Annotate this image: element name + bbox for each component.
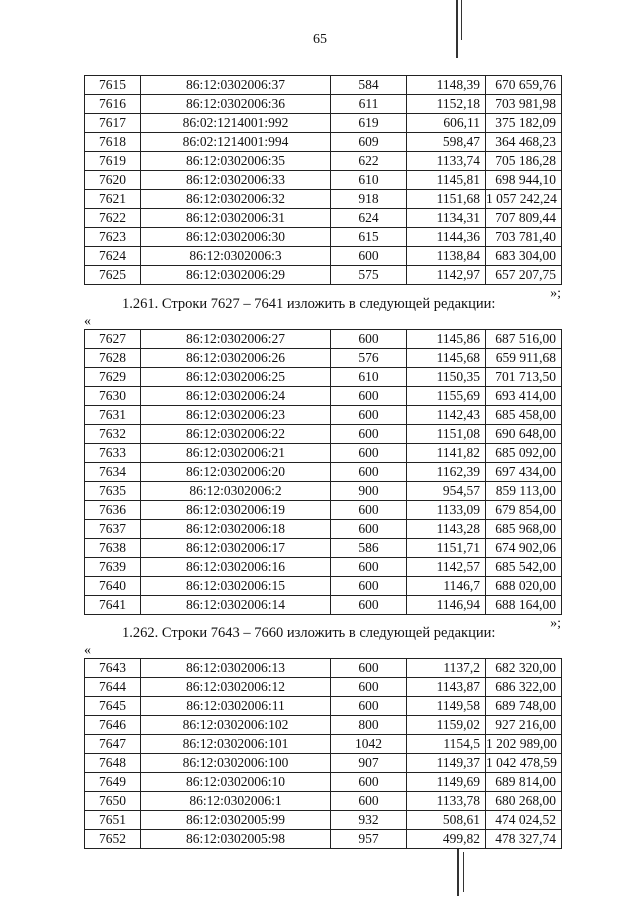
rate-cell: 499,82 [407,830,486,849]
area-cell: 600 [331,792,407,811]
cadastral-number-cell: 86:12:0302006:21 [141,444,331,463]
table-row [85,558,562,577]
table-row [85,368,562,387]
value-cell: 697 434,00 [486,463,562,482]
scan-edge-mark-top-2 [461,0,462,40]
cadastral-number-cell: 86:12:0302006:35 [141,152,331,171]
cadastral-number-cell: 86:12:0302006:30 [141,228,331,247]
table-row [85,190,562,209]
rate-cell: 1162,39 [407,463,486,482]
value-cell: 707 809,44 [486,209,562,228]
area-cell: 600 [331,444,407,463]
table-row [85,773,562,792]
value-cell: 689 748,00 [486,697,562,716]
table-row [85,463,562,482]
row-number-cell: 7636 [85,501,141,520]
area-cell: 586 [331,539,407,558]
cadastral-number-cell: 86:12:0302006:15 [141,577,331,596]
area-cell: 1042 [331,735,407,754]
cadastral-number-cell: 86:12:0302006:24 [141,387,331,406]
value-cell: 659 911,68 [486,349,562,368]
row-number-cell: 7624 [85,247,141,266]
rate-cell: 1141,82 [407,444,486,463]
value-cell: 927 216,00 [486,716,562,735]
parcel-table-3 [84,658,562,849]
area-cell: 600 [331,425,407,444]
table-row [85,830,562,849]
area-cell: 800 [331,716,407,735]
closing-quote-1: »; [550,286,561,301]
cadastral-number-cell: 86:12:0302006:37 [141,76,331,95]
row-number-cell: 7635 [85,482,141,501]
cadastral-number-cell: 86:12:0302006:22 [141,425,331,444]
table-row [85,266,562,285]
table-row [85,482,562,501]
table-row [85,811,562,830]
value-cell: 679 854,00 [486,501,562,520]
row-number-cell: 7644 [85,678,141,697]
value-cell: 674 902,06 [486,539,562,558]
value-cell: 1 057 242,24 [486,190,562,209]
area-cell: 600 [331,520,407,539]
value-cell: 685 092,00 [486,444,562,463]
row-number-cell: 7629 [85,368,141,387]
cadastral-number-cell: 86:12:0302006:101 [141,735,331,754]
area-cell: 600 [331,330,407,349]
value-cell: 701 713,50 [486,368,562,387]
parcel-table-2 [84,329,562,615]
value-cell: 685 542,00 [486,558,562,577]
row-number-cell: 7652 [85,830,141,849]
cadastral-number-cell: 86:12:0302006:27 [141,330,331,349]
rate-cell: 954,57 [407,482,486,501]
area-cell: 576 [331,349,407,368]
rate-cell: 1142,57 [407,558,486,577]
value-cell: 685 458,00 [486,406,562,425]
table-row [85,716,562,735]
rate-cell: 508,61 [407,811,486,830]
row-number-cell: 7615 [85,76,141,95]
rate-cell: 1154,5 [407,735,486,754]
row-number-cell: 7641 [85,596,141,615]
table-row [85,501,562,520]
opening-quote-2: « [84,314,91,329]
cadastral-number-cell: 86:12:0302006:18 [141,520,331,539]
row-number-cell: 7619 [85,152,141,171]
value-cell: 657 207,75 [486,266,562,285]
table-row [85,678,562,697]
area-cell: 611 [331,95,407,114]
rate-cell: 1145,81 [407,171,486,190]
rate-cell: 1138,84 [407,247,486,266]
value-cell: 703 981,98 [486,95,562,114]
area-cell: 600 [331,678,407,697]
table-row [85,425,562,444]
section-heading-1262: 1.262. Строки 7643 – 7660 изложить в следующей редакции: [122,625,496,641]
table-row [85,171,562,190]
row-number-cell: 7625 [85,266,141,285]
value-cell: 1 202 989,00 [486,735,562,754]
rate-cell: 1143,28 [407,520,486,539]
area-cell: 932 [331,811,407,830]
rate-cell: 1133,74 [407,152,486,171]
rate-cell: 1134,31 [407,209,486,228]
value-cell: 703 781,40 [486,228,562,247]
cadastral-number-cell: 86:02:1214001:994 [141,133,331,152]
rate-cell: 1150,35 [407,368,486,387]
cadastral-number-cell: 86:12:0302006:26 [141,349,331,368]
section-heading-1261: 1.261. Строки 7627 – 7641 изложить в следующей редакции: [122,296,496,312]
table-row [85,577,562,596]
area-cell: 600 [331,697,407,716]
table-row [85,539,562,558]
row-number-cell: 7634 [85,463,141,482]
rate-cell: 1151,08 [407,425,486,444]
rate-cell: 1133,78 [407,792,486,811]
cadastral-number-cell: 86:12:0302006:33 [141,171,331,190]
row-number-cell: 7647 [85,735,141,754]
area-cell: 610 [331,368,407,387]
value-cell: 680 268,00 [486,792,562,811]
cadastral-number-cell: 86:12:0302006:102 [141,716,331,735]
rate-cell: 1148,39 [407,76,486,95]
table-row [85,330,562,349]
table-row [85,659,562,678]
table-row [85,406,562,425]
value-cell: 474 024,52 [486,811,562,830]
table-row [85,247,562,266]
area-cell: 609 [331,133,407,152]
rate-cell: 606,11 [407,114,486,133]
value-cell: 688 164,00 [486,596,562,615]
rate-cell: 598,47 [407,133,486,152]
row-number-cell: 7618 [85,133,141,152]
page-number: 65 [313,32,327,47]
row-number-cell: 7620 [85,171,141,190]
area-cell: 600 [331,773,407,792]
cadastral-number-cell: 86:12:0302006:1 [141,792,331,811]
table-row [85,228,562,247]
row-number-cell: 7627 [85,330,141,349]
cadastral-number-cell: 86:12:0302006:12 [141,678,331,697]
table-row [85,792,562,811]
value-cell: 689 814,00 [486,773,562,792]
rate-cell: 1142,43 [407,406,486,425]
cadastral-number-cell: 86:12:0302006:32 [141,190,331,209]
table-row [85,209,562,228]
row-number-cell: 7633 [85,444,141,463]
table-block-3 [84,622,561,849]
table-row [85,697,562,716]
row-number-cell: 7630 [85,387,141,406]
row-number-cell: 7623 [85,228,141,247]
row-number-cell: 7637 [85,520,141,539]
table-row [85,133,562,152]
cadastral-number-cell: 86:12:0302006:23 [141,406,331,425]
row-number-cell: 7650 [85,792,141,811]
cadastral-number-cell: 86:12:0302006:13 [141,659,331,678]
rate-cell: 1146,94 [407,596,486,615]
row-number-cell: 7632 [85,425,141,444]
rate-cell: 1149,69 [407,773,486,792]
cadastral-number-cell: 86:12:0302006:36 [141,95,331,114]
rate-cell: 1137,2 [407,659,486,678]
table-row [85,754,562,773]
rate-cell: 1145,68 [407,349,486,368]
value-cell: 859 113,00 [486,482,562,501]
value-cell: 1 042 478,59 [486,754,562,773]
area-cell: 600 [331,577,407,596]
rate-cell: 1144,36 [407,228,486,247]
cadastral-number-cell: 86:12:0302006:100 [141,754,331,773]
rate-cell: 1152,18 [407,95,486,114]
rate-cell: 1151,68 [407,190,486,209]
table-row [85,596,562,615]
cadastral-number-cell: 86:12:0302006:2 [141,482,331,501]
row-number-cell: 7649 [85,773,141,792]
value-cell: 686 322,00 [486,678,562,697]
row-number-cell: 7617 [85,114,141,133]
rate-cell: 1159,02 [407,716,486,735]
value-cell: 375 182,09 [486,114,562,133]
cadastral-number-cell: 86:12:0302006:20 [141,463,331,482]
rate-cell: 1151,71 [407,539,486,558]
row-number-cell: 7645 [85,697,141,716]
value-cell: 682 320,00 [486,659,562,678]
cadastral-number-cell: 86:02:1214001:992 [141,114,331,133]
row-number-cell: 7616 [85,95,141,114]
table-row [85,520,562,539]
cadastral-number-cell: 86:12:0302006:25 [141,368,331,387]
area-cell: 610 [331,171,407,190]
value-cell: 683 304,00 [486,247,562,266]
cadastral-number-cell: 86:12:0302006:10 [141,773,331,792]
rate-cell: 1143,87 [407,678,486,697]
cadastral-number-cell: 86:12:0302006:11 [141,697,331,716]
value-cell: 478 327,74 [486,830,562,849]
table-row [85,387,562,406]
row-number-cell: 7621 [85,190,141,209]
area-cell: 600 [331,463,407,482]
rate-cell: 1142,97 [407,266,486,285]
row-number-cell: 7638 [85,539,141,558]
cadastral-number-cell: 86:12:0302005:98 [141,830,331,849]
table-row [85,95,562,114]
cadastral-number-cell: 86:12:0302006:16 [141,558,331,577]
value-cell: 705 186,28 [486,152,562,171]
row-number-cell: 7631 [85,406,141,425]
cadastral-number-cell: 86:12:0302006:19 [141,501,331,520]
area-cell: 600 [331,558,407,577]
rate-cell: 1149,58 [407,697,486,716]
area-cell: 600 [331,659,407,678]
value-cell: 690 648,00 [486,425,562,444]
area-cell: 900 [331,482,407,501]
rate-cell: 1146,7 [407,577,486,596]
area-cell: 600 [331,247,407,266]
scan-edge-mark-top [456,0,458,58]
table-block-2 [84,293,561,633]
area-cell: 600 [331,387,407,406]
cadastral-number-cell: 86:12:0302006:31 [141,209,331,228]
area-cell: 575 [331,266,407,285]
area-cell: 600 [331,501,407,520]
row-number-cell: 7639 [85,558,141,577]
row-number-cell: 7628 [85,349,141,368]
area-cell: 600 [331,406,407,425]
row-number-cell: 7640 [85,577,141,596]
area-cell: 600 [331,596,407,615]
table-row [85,76,562,95]
value-cell: 698 944,10 [486,171,562,190]
cadastral-number-cell: 86:12:0302006:29 [141,266,331,285]
area-cell: 918 [331,190,407,209]
closing-quote-2: »; [550,616,561,631]
table-row [85,152,562,171]
value-cell: 364 468,23 [486,133,562,152]
area-cell: 615 [331,228,407,247]
cadastral-number-cell: 86:12:0302006:14 [141,596,331,615]
cadastral-number-cell: 86:12:0302006:17 [141,539,331,558]
scan-edge-mark-bottom-2 [463,852,464,892]
rate-cell: 1133,09 [407,501,486,520]
scan-edge-mark-bottom [457,848,459,896]
row-number-cell: 7643 [85,659,141,678]
cadastral-number-cell: 86:12:0302005:99 [141,811,331,830]
value-cell: 688 020,00 [486,577,562,596]
rate-cell: 1149,37 [407,754,486,773]
cadastral-number-cell: 86:12:0302006:3 [141,247,331,266]
area-cell: 907 [331,754,407,773]
rate-cell: 1145,86 [407,330,486,349]
opening-quote-3: « [84,643,91,658]
table-row [85,114,562,133]
area-cell: 622 [331,152,407,171]
row-number-cell: 7648 [85,754,141,773]
value-cell: 687 516,00 [486,330,562,349]
area-cell: 957 [331,830,407,849]
value-cell: 693 414,00 [486,387,562,406]
table-row [85,349,562,368]
row-number-cell: 7651 [85,811,141,830]
row-number-cell: 7622 [85,209,141,228]
table-block-1 [84,75,561,303]
area-cell: 619 [331,114,407,133]
rate-cell: 1155,69 [407,387,486,406]
area-cell: 584 [331,76,407,95]
table-row [85,444,562,463]
row-number-cell: 7646 [85,716,141,735]
parcel-table-1 [84,75,562,285]
area-cell: 624 [331,209,407,228]
table-row [85,735,562,754]
value-cell: 670 659,76 [486,76,562,95]
value-cell: 685 968,00 [486,520,562,539]
